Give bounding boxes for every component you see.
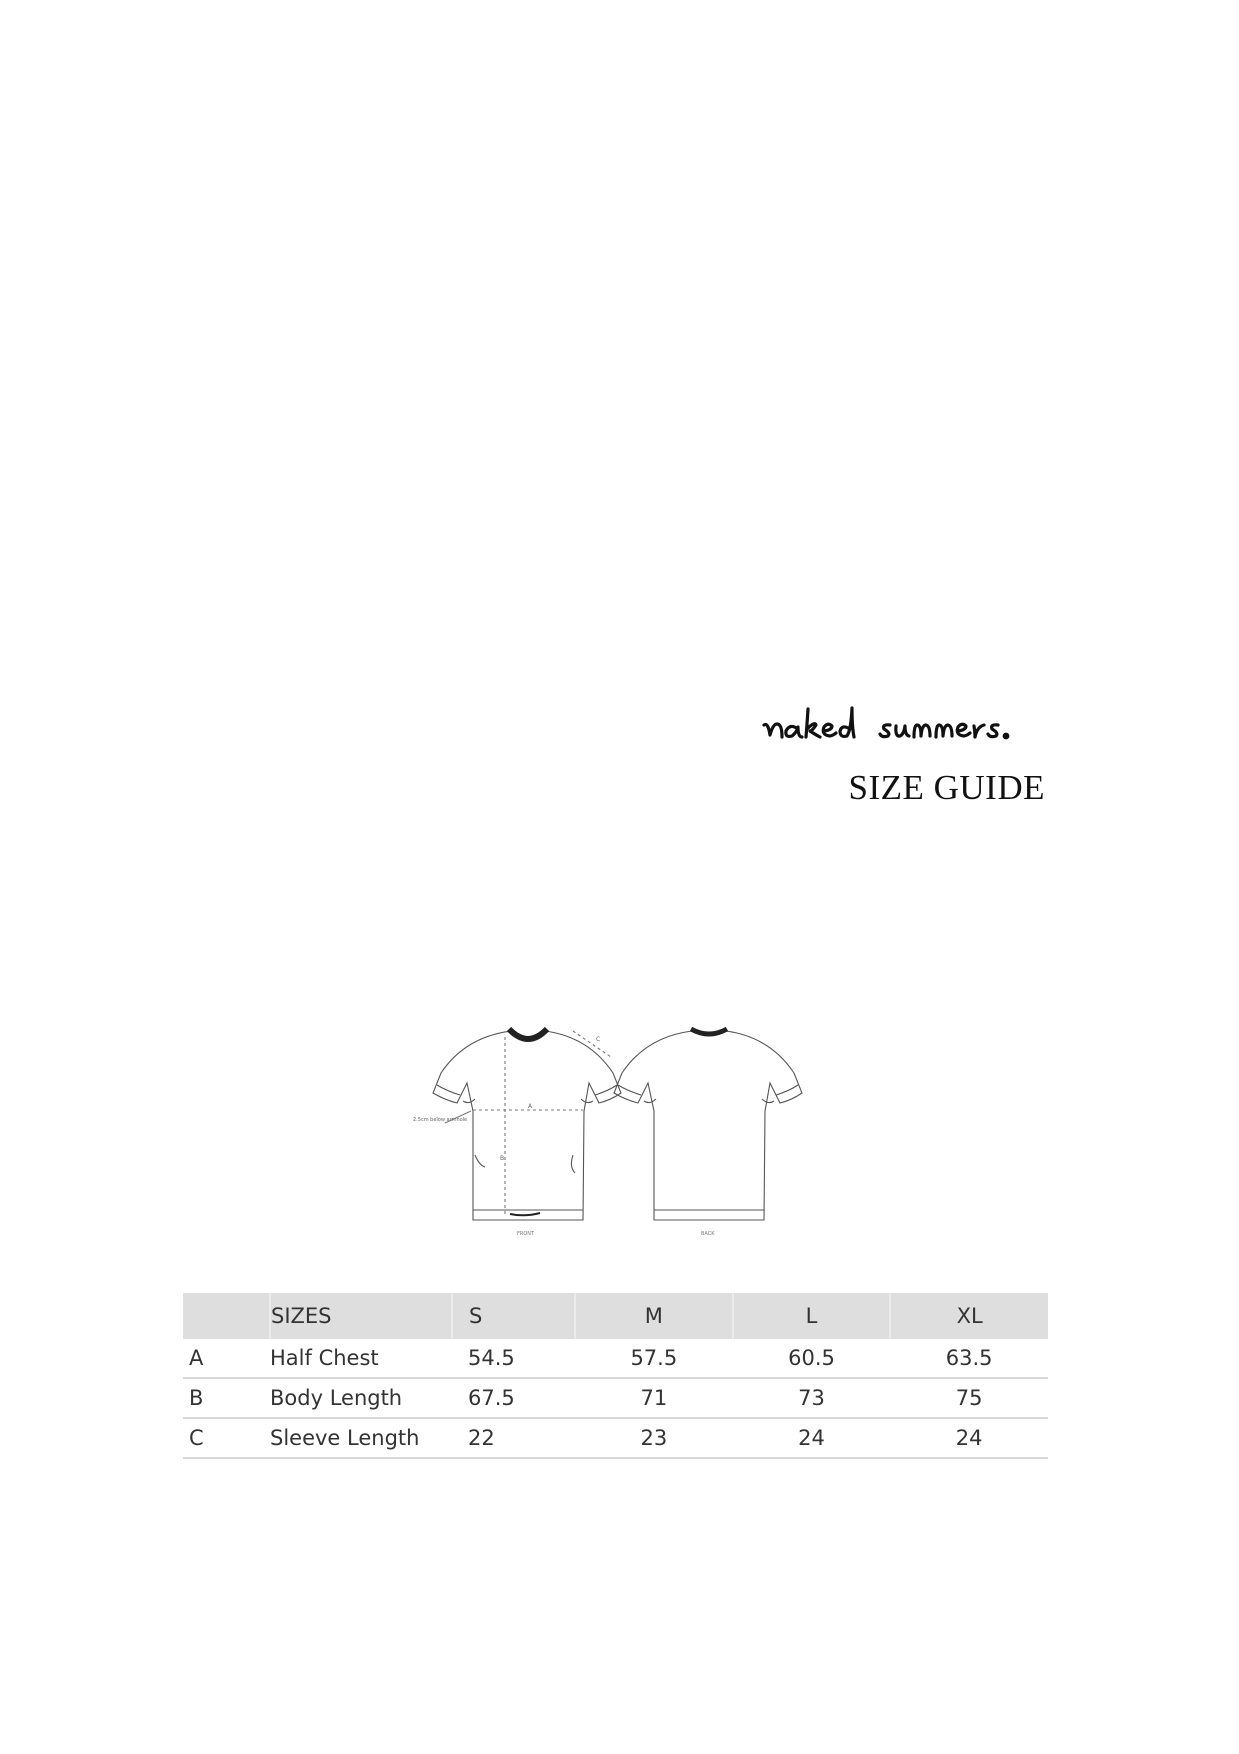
front-label: FRONT — [517, 1231, 535, 1237]
cell-l: 24 — [733, 1418, 891, 1458]
table-row — [183, 1418, 1048, 1458]
measure-b-label: B — [500, 1155, 505, 1162]
cell-s: 67.5 — [452, 1378, 575, 1418]
table-row — [183, 1339, 1048, 1378]
cell-l: 60.5 — [733, 1339, 891, 1378]
tshirt-diagram — [405, 1015, 825, 1240]
row-label: Sleeve Length — [270, 1418, 452, 1458]
brand-logo — [760, 705, 1045, 755]
page-title: SIZE GUIDE — [848, 768, 1045, 807]
header-size-s: S — [452, 1293, 575, 1339]
row-code: B — [183, 1378, 270, 1418]
armhole-note: 2.5cm below armhole — [413, 1117, 468, 1123]
size-table — [183, 1293, 1048, 1459]
back-label: BACK — [701, 1231, 715, 1237]
table-row — [183, 1378, 1048, 1418]
cell-m: 57.5 — [575, 1339, 733, 1378]
cell-xl: 63.5 — [890, 1339, 1048, 1378]
measure-c-label: C — [596, 1036, 601, 1043]
measure-a-label: A — [528, 1103, 533, 1110]
row-code: A — [183, 1339, 270, 1378]
cell-m: 71 — [575, 1378, 733, 1418]
header-size-m: M — [575, 1293, 733, 1339]
row-code: C — [183, 1418, 270, 1458]
cell-s: 22 — [452, 1418, 575, 1458]
header-sizes: SIZES — [270, 1293, 452, 1339]
row-label: Body Length — [270, 1378, 452, 1418]
measurement-guides — [473, 1031, 611, 1215]
header-empty — [183, 1293, 270, 1339]
row-label: Half Chest — [270, 1339, 452, 1378]
cell-m: 23 — [575, 1418, 733, 1458]
cell-l: 73 — [733, 1378, 891, 1418]
header-size-l: L — [733, 1293, 891, 1339]
cell-xl: 24 — [890, 1418, 1048, 1458]
cell-xl: 75 — [890, 1378, 1048, 1418]
header-size-xl: XL — [890, 1293, 1048, 1339]
table-header-row — [183, 1293, 1048, 1339]
tshirt-back-drawing — [614, 1029, 802, 1220]
cell-s: 54.5 — [452, 1339, 575, 1378]
tshirt-front-drawing — [433, 1029, 621, 1220]
